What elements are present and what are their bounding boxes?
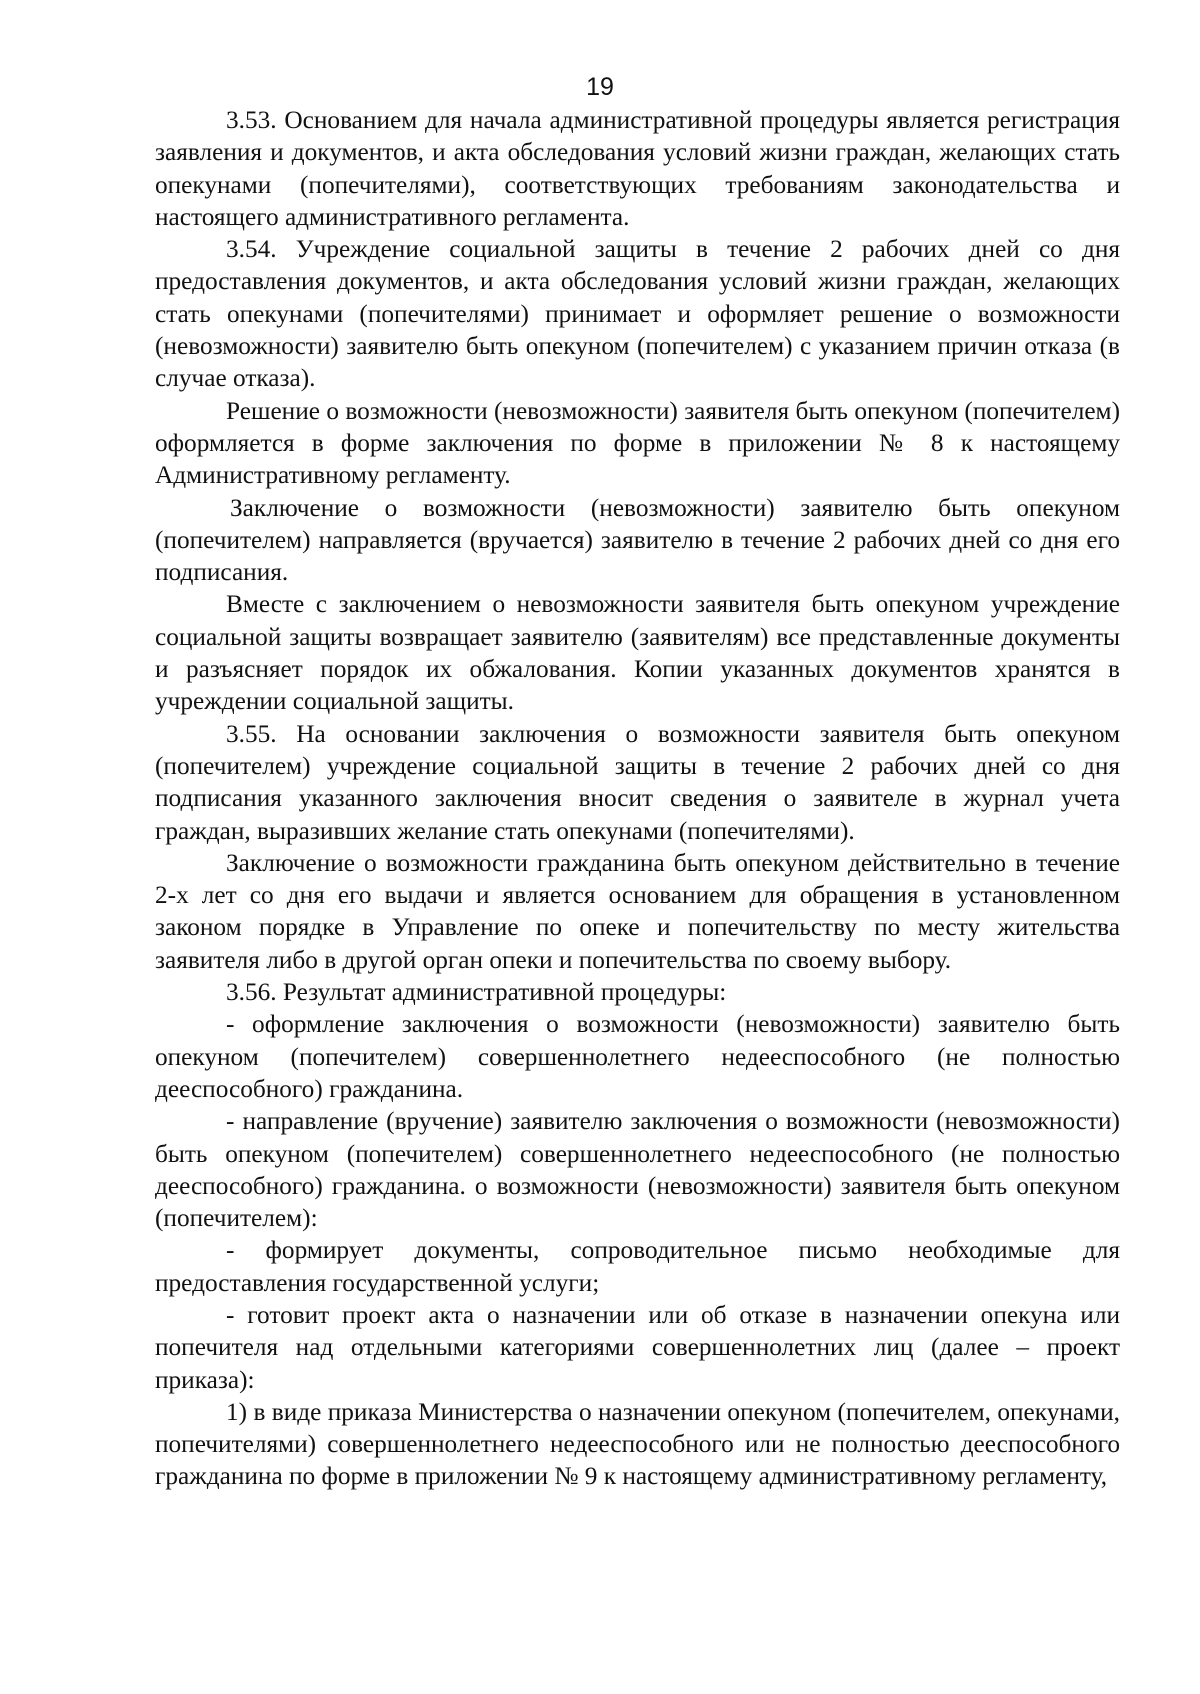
list-item-conclusion-sending: - направление (вручение) заявителю заключения о возможности (невозможности) быть опекуном (попечителем) совершеннолетнего недееспособного (не полностью дееспособного) гражданина. о возможности (невозможности) заявителя быть опекуном (попечителем): <box>155 1107 1120 1233</box>
paragraph-3-53: 3.53. Основанием для начала административной процедуры является регистрация заявления и документов, и акта обследования условий жизни граждан, желающих стать опекунами (попечителями), соответствующих требованиям законодательства и настоящего административного регламента. <box>155 106 1120 231</box>
paragraph-3-54: 3.54. Учреждение социальной защиты в течение 2 рабочих дней со дня предоставления документов, и акта обследования условий жизни граждан, желающих стать опекунами (попечителями) принимает и оформляет решение о возможности (невозможности) заявителю быть опекуном (попечителем) с указанием причин отказа (в случае отказа). <box>155 235 1120 393</box>
paragraph-3-55: 3.55. На основании заключения о возможности заявителя быть опекуном (попечителем) учреждение социальной защиты в течение 2 рабочих дней со дня подписания указанного заключения вносит сведения о заявителе в журнал учета граждан, выразивших желание стать опекунами (попечителями). <box>155 719 1120 845</box>
list-item-draft-act: - готовит проект акта о назначении или об отказе в назначении опекуна или попечителя над отдельными категориями совершеннолетних лиц (далее – проект приказа): <box>155 1300 1120 1394</box>
page-number: 19 <box>586 73 614 101</box>
paragraph-3-56: 3.56. Результат административной процедуры: <box>226 978 727 1007</box>
numbered-item-order: 1) в виде приказа Министерства о назначении опекуном (попечителем, опекунами, попечителями) совершеннолетнего недееспособного или не полностью дееспособного гражданина по форме в приложении № 9 к настоящему административному регламенту, <box>155 1397 1120 1491</box>
paragraph-conclusion-delivery: Заключение о возможности (невозможности) заявителю быть опекуном (попечителем) направляется (вручается) заявителю в течение 2 рабочих дней со дня его подписания. <box>155 493 1120 587</box>
list-item-conclusion-drafting: - оформление заключения о возможности (невозможности) заявителю быть опекуном (попечителем) совершеннолетнего недееспособного (не полностью дееспособного) гражданина. <box>155 1010 1120 1103</box>
paragraph-decision-form: Решение о возможности (невозможности) заявителя быть опекуном (попечителем) оформляется в форме заключения по форме в приложении № 8 к настоящему Административному регламенту. <box>155 396 1120 490</box>
document-body <box>155 104 1120 1493</box>
paragraph-documents-return: Вместе с заключением о невозможности заявителя быть опекуном учреждение социальной защиты возвращает заявителю (заявителям) все представленные документы и разъясняет порядок их обжалования. Копии указанных документов хранятся в учреждении социальной защиты. <box>155 590 1120 716</box>
paragraph-conclusion-validity: Заключение о возможности гражданина быть опекуном действительно в течение 2-х лет со дня его выдачи и является основанием для обращения в установленном законом порядке в Управление по опеке и попечительству по месту жительства заявителя либо в другой орган опеки и попечительства по своему выбору. <box>155 848 1120 974</box>
list-item-documents-forming: - формирует документы, сопроводительное письмо необходимые для предоставления государственной услуги; <box>155 1236 1120 1297</box>
